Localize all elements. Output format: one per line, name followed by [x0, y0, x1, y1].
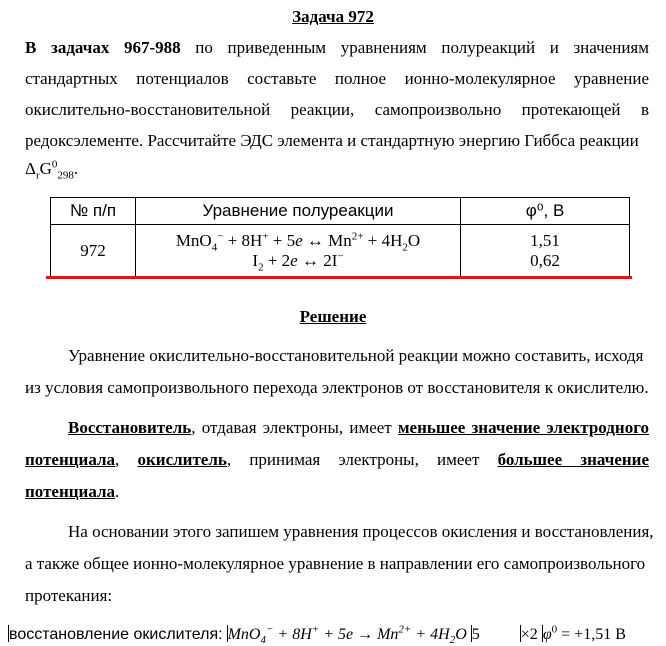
- intro-line-3: окислительно-восстановительной реакции, самопроизвольно протекающей в: [25, 100, 649, 119]
- solution-p2-line-3: потенциала.: [25, 482, 120, 501]
- intro-bold-prefix: В задачах 967-988: [25, 38, 181, 57]
- solution-p1-line-1: Уравнение окислительно-восстановительной реакции можно составить, исходя: [68, 346, 644, 365]
- solution-heading: Решение: [299, 307, 367, 326]
- reduction-equation-row: восстановление окислителя: $MnO_4^- + 8H^+ + 5e \to Mn^{2+} + 4H_2O$ 5 ×2 $\varphi^0 = +1,51$ В: [9, 623, 626, 646]
- header-potential: φ⁰, В: [461, 198, 630, 225]
- half-reaction-2: $I_2 + 2e$ ↔ 2I−: [252, 250, 344, 274]
- solution-p2-line-2: потенциала, окислитель, принимая электроны, имеет большее значение: [25, 450, 650, 469]
- cell-equations: [136, 225, 461, 278]
- solution-p3-line-3: протекания:: [25, 586, 113, 605]
- header-equation: Уравнение полуреакции: [136, 198, 461, 225]
- potential-1: 1,51: [530, 231, 560, 250]
- header-number: № п/п: [51, 198, 136, 225]
- intro-line-2: стандартных потенциалов составьте полное ионно-молекулярное уравнение: [25, 69, 649, 88]
- half-reactions-table: [50, 197, 630, 278]
- solution-p1-line-2: из условия самопроизвольного перехода электронов от восстановителя к окислителю.: [25, 378, 649, 397]
- solution-p3-line-1: На основании этого запишем уравнения процессов окисления и восстановления,: [68, 522, 654, 541]
- task-title: Задача 972: [292, 7, 374, 26]
- potential-2: 0,62: [530, 251, 560, 270]
- intro-line-1: В задачах 967-988 по приведенным уравнениям полуреакций и значениям: [25, 38, 649, 57]
- intro-line-4: редоксэлементе. Рассчитайте ЭДС элемента и стандартную энергию Гиббса реакции: [25, 131, 639, 150]
- reducer-term: Восстановитель: [68, 418, 192, 437]
- half-reaction-1: MnO$_4$− + 8H+ + 5e ↔ $Mn^{2+} + 4H_2O$: [175, 230, 421, 254]
- gibbs-symbol: $\Delta_rG^0_{298}$.: [25, 158, 79, 182]
- solution-p3-line-2: а также общее ионно-молекулярное уравнение в направлении его самопроизвольного: [25, 554, 646, 573]
- red-underline: [46, 276, 632, 279]
- oxidizer-term: окислитель: [137, 450, 227, 469]
- solution-p2-line-1: Восстановитель, отдавая электроны, имеет меньшее значение электродного: [68, 418, 649, 437]
- higher-potential-term: большее значение: [497, 450, 650, 469]
- lower-potential-term: меньшее значение электродного: [397, 418, 649, 437]
- cell-potentials: [461, 225, 630, 278]
- cell-number: 972: [51, 225, 136, 278]
